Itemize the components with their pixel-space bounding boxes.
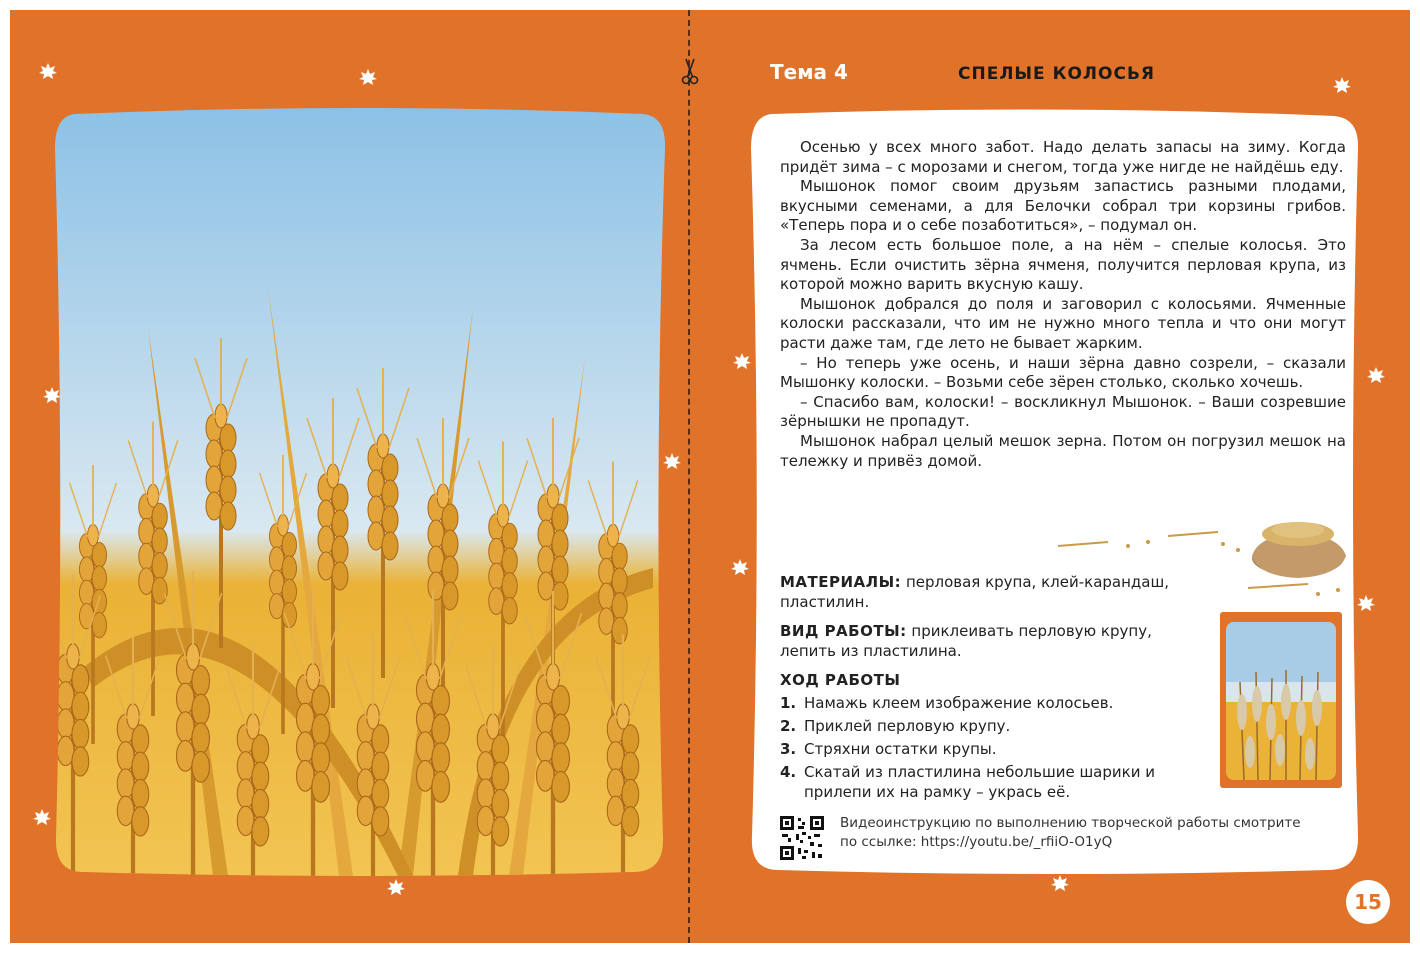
story-paragraph: За лесом есть большое поле, а на нём – спелые колосья. Это ячмень. Если очистить зёрна ячменя, получится перловая крупа, из которой можно варить вкусную кашу. — [780, 235, 1346, 294]
procedure-heading: ХОД РАБОТЫ — [780, 671, 901, 689]
list-item: 1. Намажь клеем изображение колосьев. — [780, 694, 1114, 712]
maple-leaf-icon — [358, 68, 378, 88]
work-type-text: приклеивать перловую крупу, лепить из пластилина. — [780, 622, 1152, 660]
maple-leaf-icon — [32, 808, 52, 828]
page-number: 15 — [1346, 880, 1390, 924]
maple-leaf-icon — [730, 558, 750, 578]
maple-leaf-icon — [1332, 76, 1352, 96]
materials-label: МАТЕРИАЛЫ: — [780, 573, 902, 591]
list-item: 4. Скатай из пластилина небольшие шарики и прилепи их на рамку – укрась её. — [780, 763, 1155, 801]
story-paragraph: Мышонок помог своим друзьям запастись разными плодами, вкусными семенами, а для Белочки собрал три корзины грибов. «Теперь пора и о себе позаботиться», – подумал он. — [780, 177, 1346, 235]
story-paragraph: Мышонок добрался до поля и заговорил с колосьями. Ячменные колоски рассказали, что им не нужно много тепла и что они могут расти даже там, где лето не бывает жарким. — [780, 294, 1346, 352]
scissors-icon — [680, 56, 700, 86]
wheat-illustration — [53, 108, 666, 876]
maple-leaf-icon — [1050, 874, 1070, 894]
story-paragraph: – Но теперь уже осень, и наши зёрна давно созрели, – сказали Мышонку колоски. – Возьми себе зёрен столько, сколько хочешь. — [780, 353, 1346, 392]
procedure-steps — [780, 692, 1205, 802]
story-paragraph: Осенью у всех много забот. Надо делать запасы на зиму. Когда придёт зима – с морозами и снегом, тогда уже нигде не найдёшь еду. — [780, 138, 1346, 176]
work-type-label: ВИД РАБОТЫ: — [780, 622, 907, 640]
qr-code-icon — [780, 816, 824, 860]
story-paragraph: Мышонок набрал целый мешок зерна. Потом он погрузил мешок на тележку и привёз домой. — [780, 431, 1346, 470]
maple-leaf-icon — [386, 878, 406, 898]
story-text — [780, 138, 1346, 471]
list-item: 2. Приклей перловую крупу. — [780, 717, 1011, 735]
cut-line — [688, 10, 690, 943]
video-instruction-note: Видеоинструкцию по выполнению творческой работы смотрите по ссылке: https://youtu.be/_rfiiO-O1yQ — [840, 815, 1301, 850]
story-paragraph: – Спасибо вам, колоски! – воскликнул Мышонок. – Ваши созревшие зёрнышки не пропадут. — [780, 392, 1346, 431]
book-spread — [10, 10, 1410, 943]
theme-label: Тема 4 — [770, 60, 848, 84]
work-type-section — [780, 621, 1190, 661]
maple-leaf-icon — [1366, 366, 1386, 386]
list-item: 3. Стряхни остатки крупы. — [780, 740, 997, 758]
maple-leaf-icon — [38, 62, 58, 82]
materials-text: перловая крупа, клей-карандаш, пластилин. — [780, 573, 1169, 611]
page-title: СПЕЛЫЕ КОЛОСЬЯ — [958, 64, 1156, 84]
text-card — [748, 108, 1360, 876]
materials-section — [780, 572, 1190, 612]
finished-work-thumbnail — [1220, 612, 1342, 788]
